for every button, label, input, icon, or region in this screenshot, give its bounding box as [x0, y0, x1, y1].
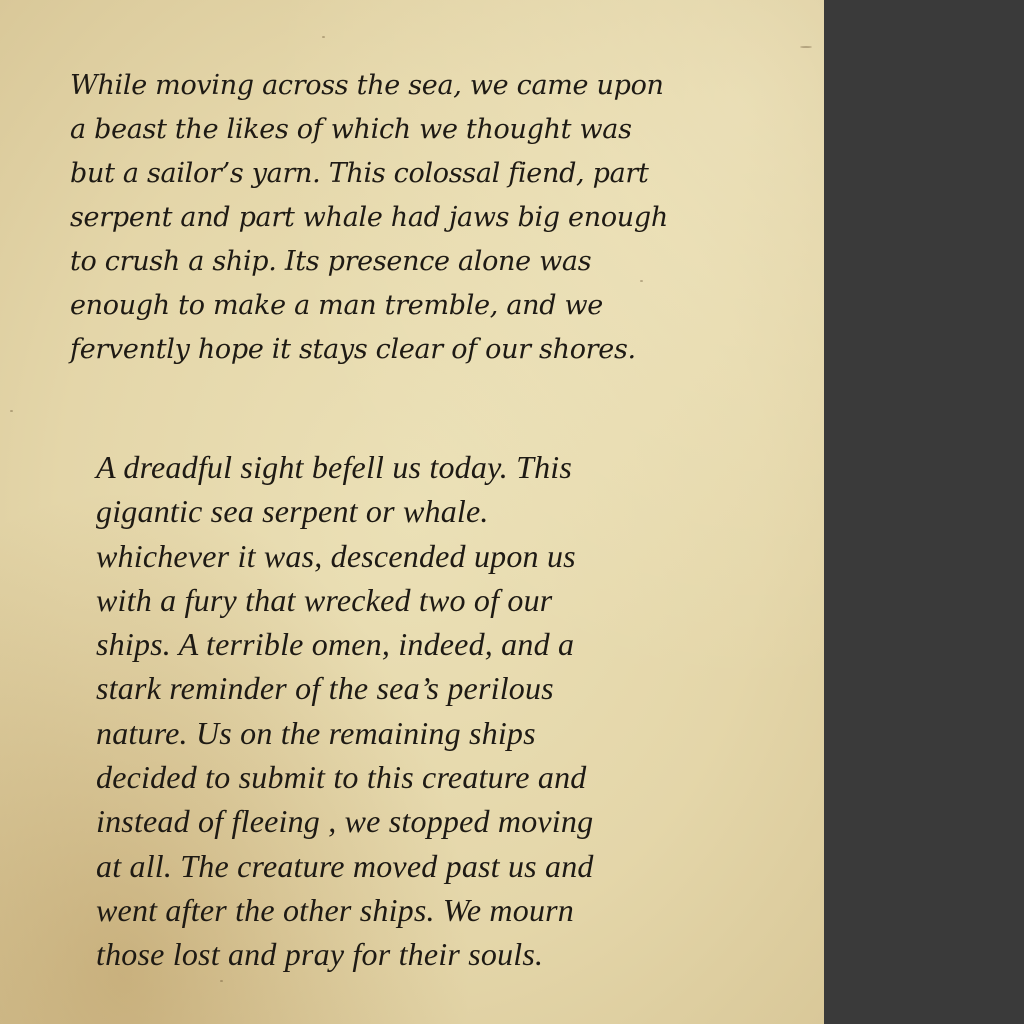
- entry-line: a beast the likes of which we thought was: [70, 114, 632, 145]
- entry-line: fervently hope it stays clear of our shores.: [70, 334, 636, 365]
- entry-line: whichever it was, descended upon us: [96, 537, 576, 574]
- paper-speck: [800, 46, 812, 48]
- journal-entry-handwritten: [96, 445, 594, 977]
- entry-line: enough to make a man tremble, and we: [70, 290, 603, 321]
- entry-line: those lost and pray for their souls.: [96, 936, 544, 973]
- side-backdrop: [824, 0, 1024, 1024]
- entry-line: serpent and part whale had jaws big enough: [70, 202, 668, 233]
- entry-line: with a fury that wrecked two of our: [96, 581, 553, 618]
- entry-separator: [70, 390, 720, 391]
- entry-line: nature. Us on the remaining ships: [96, 714, 536, 751]
- entry-line: ships. A terrible omen, indeed, and a: [96, 626, 575, 663]
- paper-speck: [10, 410, 13, 412]
- entry-line: but a sailor’s yarn. This colossal fiend, part: [70, 158, 649, 189]
- entry-line: While moving across the sea, we came upon: [70, 70, 664, 101]
- entry-line: gigantic sea serpent or whale.: [96, 493, 489, 530]
- entry-line: A dreadful sight befell us today. This: [96, 449, 573, 485]
- paper-speck: [322, 36, 325, 38]
- entry-line: decided to submit to this creature and: [96, 759, 587, 796]
- entry-line: stark reminder of the sea’s perilous: [96, 670, 554, 707]
- journal-entry-typed: [70, 64, 668, 372]
- entry-line: instead of fleeing , we stopped moving: [96, 803, 594, 840]
- entry-line: went after the other ships. We mourn: [96, 891, 574, 928]
- paper-speck: [220, 980, 223, 982]
- entry-line: to crush a ship. Its presence alone was: [70, 246, 592, 277]
- entry-line: at all. The creature moved past us and: [96, 847, 594, 884]
